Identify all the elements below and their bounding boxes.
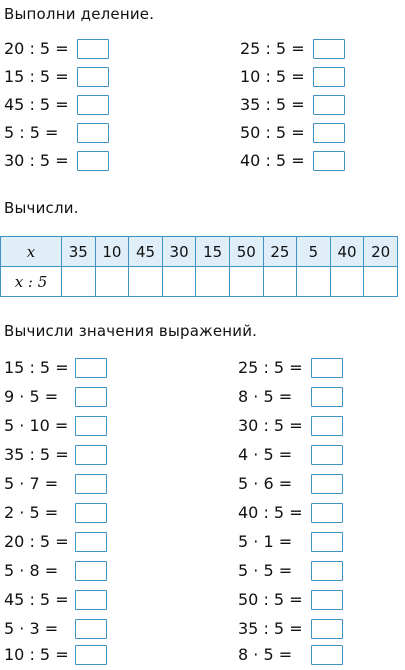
ex1-expr: 10 : 5 = xyxy=(240,67,305,86)
table-answer-cell[interactable] xyxy=(129,267,163,297)
ex1-expr: 35 : 5 = xyxy=(240,95,305,114)
table-answer-cell[interactable] xyxy=(162,267,196,297)
answer-box[interactable] xyxy=(311,532,343,552)
answer-box[interactable] xyxy=(311,561,343,581)
ex3-expr: 9 · 5 = xyxy=(4,387,59,406)
answer-box[interactable] xyxy=(313,95,345,115)
answer-box[interactable] xyxy=(311,358,343,378)
table-cell-value: 25 xyxy=(263,237,297,267)
heading-expressions: Вычисли значения выражений. xyxy=(4,322,258,340)
answer-box[interactable] xyxy=(75,503,107,523)
ex3-expr: 5 · 6 = xyxy=(238,474,293,493)
row-label-x-div-5: x : 5 xyxy=(1,267,62,297)
answer-box[interactable] xyxy=(311,503,343,523)
answer-box[interactable] xyxy=(75,445,107,465)
table-cell-value: 30 xyxy=(162,237,196,267)
answer-box[interactable] xyxy=(75,416,107,436)
ex3-expr: 25 : 5 = xyxy=(238,358,303,377)
ex3-expr: 5 · 8 = xyxy=(4,561,59,580)
answer-box[interactable] xyxy=(313,39,345,59)
ex1-expr: 15 : 5 = xyxy=(4,67,69,86)
answer-box[interactable] xyxy=(77,39,109,59)
answer-box[interactable] xyxy=(75,590,107,610)
row-label-x: x xyxy=(1,237,62,267)
ex3-expr: 8 · 5 = xyxy=(238,387,293,406)
answer-box[interactable] xyxy=(75,358,107,378)
table-row-x xyxy=(1,237,398,267)
ex3-expr: 20 : 5 = xyxy=(4,532,69,551)
table-answer-cell[interactable] xyxy=(263,267,297,297)
table-cell-value: 50 xyxy=(229,237,263,267)
table-answer-cell[interactable] xyxy=(364,267,398,297)
heading-compute: Вычисли. xyxy=(4,199,79,217)
table-answer-cell[interactable] xyxy=(196,267,230,297)
heading-divide: Выполни деление. xyxy=(4,5,155,23)
answer-box[interactable] xyxy=(75,474,107,494)
answer-box[interactable] xyxy=(75,387,107,407)
ex3-expr: 8 · 5 = xyxy=(238,645,293,664)
table-answer-cell[interactable] xyxy=(95,267,129,297)
answer-box[interactable] xyxy=(313,67,345,87)
ex3-expr: 5 · 3 = xyxy=(4,619,59,638)
ex3-expr: 50 : 5 = xyxy=(238,590,303,609)
answer-box[interactable] xyxy=(311,445,343,465)
answer-box[interactable] xyxy=(311,474,343,494)
ex3-expr: 10 : 5 = xyxy=(4,645,69,664)
answer-box[interactable] xyxy=(311,619,343,639)
ex1-expr: 40 : 5 = xyxy=(240,151,305,170)
ex3-expr: 5 · 1 = xyxy=(238,532,293,551)
table-answer-cell[interactable] xyxy=(297,267,331,297)
ex3-expr: 35 : 5 = xyxy=(4,445,69,464)
answer-box[interactable] xyxy=(75,561,107,581)
ex3-expr: 30 : 5 = xyxy=(238,416,303,435)
answer-box[interactable] xyxy=(77,123,109,143)
ex3-expr: 45 : 5 = xyxy=(4,590,69,609)
table-cell-value: 10 xyxy=(95,237,129,267)
ex3-expr: 4 · 5 = xyxy=(238,445,293,464)
answer-box[interactable] xyxy=(311,590,343,610)
answer-box[interactable] xyxy=(313,123,345,143)
table-cell-value: 15 xyxy=(196,237,230,267)
ex1-expr: 30 : 5 = xyxy=(4,151,69,170)
table-answer-cell[interactable] xyxy=(330,267,364,297)
ex1-expr: 45 : 5 = xyxy=(4,95,69,114)
ex3-expr: 40 : 5 = xyxy=(238,503,303,522)
answer-box[interactable] xyxy=(311,387,343,407)
table-answer-cell[interactable] xyxy=(229,267,263,297)
table-row-x-div-5 xyxy=(1,267,398,297)
ex3-expr: 5 · 5 = xyxy=(238,561,293,580)
ex3-expr: 5 · 10 = xyxy=(4,416,69,435)
ex1-expr: 25 : 5 = xyxy=(240,39,305,58)
table-cell-value: 5 xyxy=(297,237,331,267)
table-answer-cell[interactable] xyxy=(62,267,96,297)
ex1-expr: 50 : 5 = xyxy=(240,123,305,142)
answer-box[interactable] xyxy=(313,151,345,171)
table-cell-value: 45 xyxy=(129,237,163,267)
answer-box[interactable] xyxy=(77,67,109,87)
table-cell-value: 40 xyxy=(330,237,364,267)
ex1-expr: 5 : 5 = xyxy=(4,123,59,142)
answer-box[interactable] xyxy=(311,416,343,436)
ex3-expr: 5 · 7 = xyxy=(4,474,59,493)
answer-box[interactable] xyxy=(75,532,107,552)
answer-box[interactable] xyxy=(311,645,343,665)
ex3-expr: 15 : 5 = xyxy=(4,358,69,377)
value-table xyxy=(0,236,398,297)
answer-box[interactable] xyxy=(77,95,109,115)
answer-box[interactable] xyxy=(75,619,107,639)
table-cell-value: 35 xyxy=(62,237,96,267)
table-cell-value: 20 xyxy=(364,237,398,267)
answer-box[interactable] xyxy=(75,645,107,665)
ex3-expr: 2 · 5 = xyxy=(4,503,59,522)
ex1-expr: 20 : 5 = xyxy=(4,39,69,58)
answer-box[interactable] xyxy=(77,151,109,171)
ex3-expr: 35 : 5 = xyxy=(238,619,303,638)
